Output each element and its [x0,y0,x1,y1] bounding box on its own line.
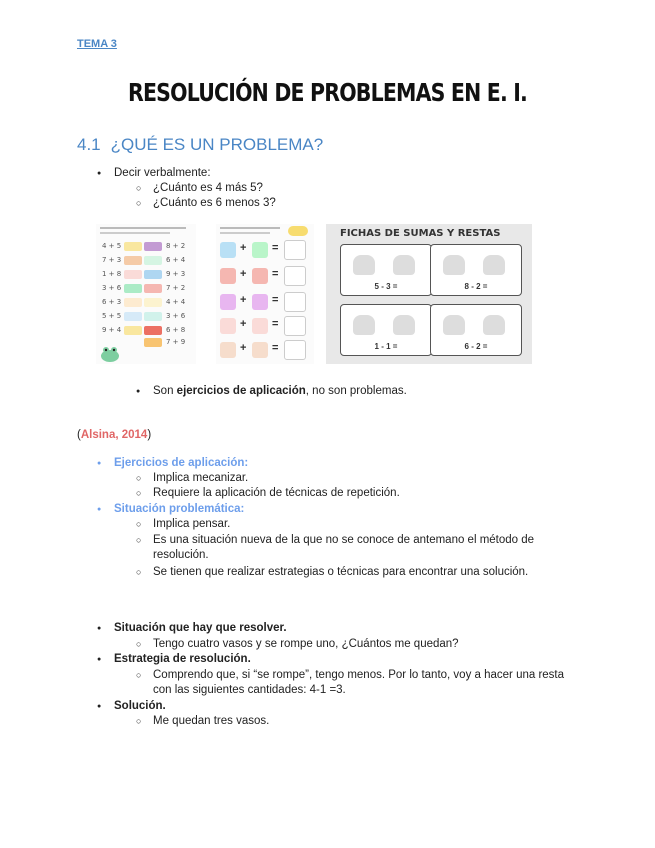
equation: 7 + 3 [102,256,122,264]
equation: 8 + 2 [166,242,186,250]
picture-box [252,242,268,258]
equation: 5 + 5 [102,312,122,320]
citation: (Alsina, 2014) [77,429,152,441]
subtraction-cards-image [326,224,532,364]
subtraction-card [430,244,522,296]
answer-box [284,292,306,312]
list-item: ● Decir verbalmente: [114,166,211,181]
list-item: ○ ¿Cuánto es 6 menos 3? [153,196,276,211]
subtraction-card [340,304,432,356]
list-item: ○ Requiere la aplicación de técnicas de repetición. [153,486,400,501]
subtraction-card [340,244,432,296]
page-title: RESOLUCIÓN DE PROBLEMAS EN E. I. [127,78,528,107]
equation: 6 + 3 [102,298,122,306]
list-item: ● Ejercicios de aplicación: [114,456,248,471]
equation: 3 + 6 [166,312,186,320]
list-item: ● Situación que hay que resolver. [114,621,287,636]
list-item-continuation: resolución. [153,549,209,561]
answer-box [284,240,306,260]
card-result: 5 - 3 = [374,282,398,291]
color-swatch [144,298,162,307]
section-number: 4.1 [77,135,101,154]
list-item: ● Situación problemática: [114,502,244,517]
picture-box [220,318,236,334]
equation: 3 + 6 [102,284,122,292]
picture-box [252,342,268,358]
topic-link[interactable]: TEMA 3 [77,38,117,50]
section-heading [77,135,323,155]
list-item: ● Estrategia de resolución. [114,652,251,667]
picture-box [220,242,236,258]
color-swatch [124,312,142,321]
equation: 6 + 4 [166,256,186,264]
color-swatch [144,242,162,251]
color-swatch [144,270,162,279]
picture-box [220,268,236,284]
picture-addition-worksheet-image: + = + = + = + = + = [216,224,314,364]
equation: 7 + 2 [166,284,186,292]
answer-box [284,316,306,336]
color-swatch [124,242,142,251]
addition-worksheet-image [96,224,196,364]
list-item: ○ Se tienen que realizar estrategias o técnicas para encontrar una solución. [153,565,528,580]
picture-box [252,268,268,284]
list-item: ○ Comprendo que, si “se rompe”, tengo menos. Por lo tanto, voy a hacer una resta [153,668,564,683]
equation: 4 + 5 [102,242,122,250]
list-item: ● Son ejercicios de aplicación, no son problemas. [153,384,407,399]
picture-box [220,342,236,358]
frog-icon [100,344,120,362]
color-swatch [144,338,162,347]
answer-box [284,266,306,286]
list-item: ○ Implica pensar. [153,517,230,532]
color-swatch [124,298,142,307]
list-item: ○ ¿Cuánto es 4 más 5? [153,181,263,196]
color-swatch [124,284,142,293]
equation: 4 + 4 [166,298,186,306]
list-item: ○ Me quedan tres vasos. [153,714,269,729]
picture-box [220,294,236,310]
color-swatch [144,256,162,265]
equation: 9 + 3 [166,270,186,278]
equation: 7 + 9 [166,338,186,346]
equation: 9 + 4 [102,326,122,334]
color-swatch [144,312,162,321]
list-item: ○ Es una situación nueva de la que no se conoce de antemano el método de [153,533,534,548]
color-swatch [124,270,142,279]
list-item-continuation: con las siguientes cantidades: 4-1 =3. [153,684,346,696]
color-swatch [144,326,162,335]
section-title: ¿QUÉ ES UN PROBLEMA? [110,135,324,154]
card-result: 8 - 2 = [464,282,488,291]
color-swatch [124,326,142,335]
card-result: 6 - 2 = [464,342,488,351]
equation: 1 + 8 [102,270,122,278]
card-result: 1 - 1 = [374,342,398,351]
list-item: ○ Implica mecanizar. [153,471,248,486]
color-swatch [144,284,162,293]
list-item: ○ Tengo cuatro vasos y se rompe uno, ¿Cuántos me quedan? [153,637,459,652]
picture-box [252,294,268,310]
list-item: ● Solución. [114,699,166,714]
picture-box [252,318,268,334]
color-swatch [124,256,142,265]
worksheet-title: FICHAS DE SUMAS Y RESTAS [340,228,501,239]
equation: 6 + 8 [166,326,186,334]
answer-box [284,340,306,360]
subtraction-card [430,304,522,356]
